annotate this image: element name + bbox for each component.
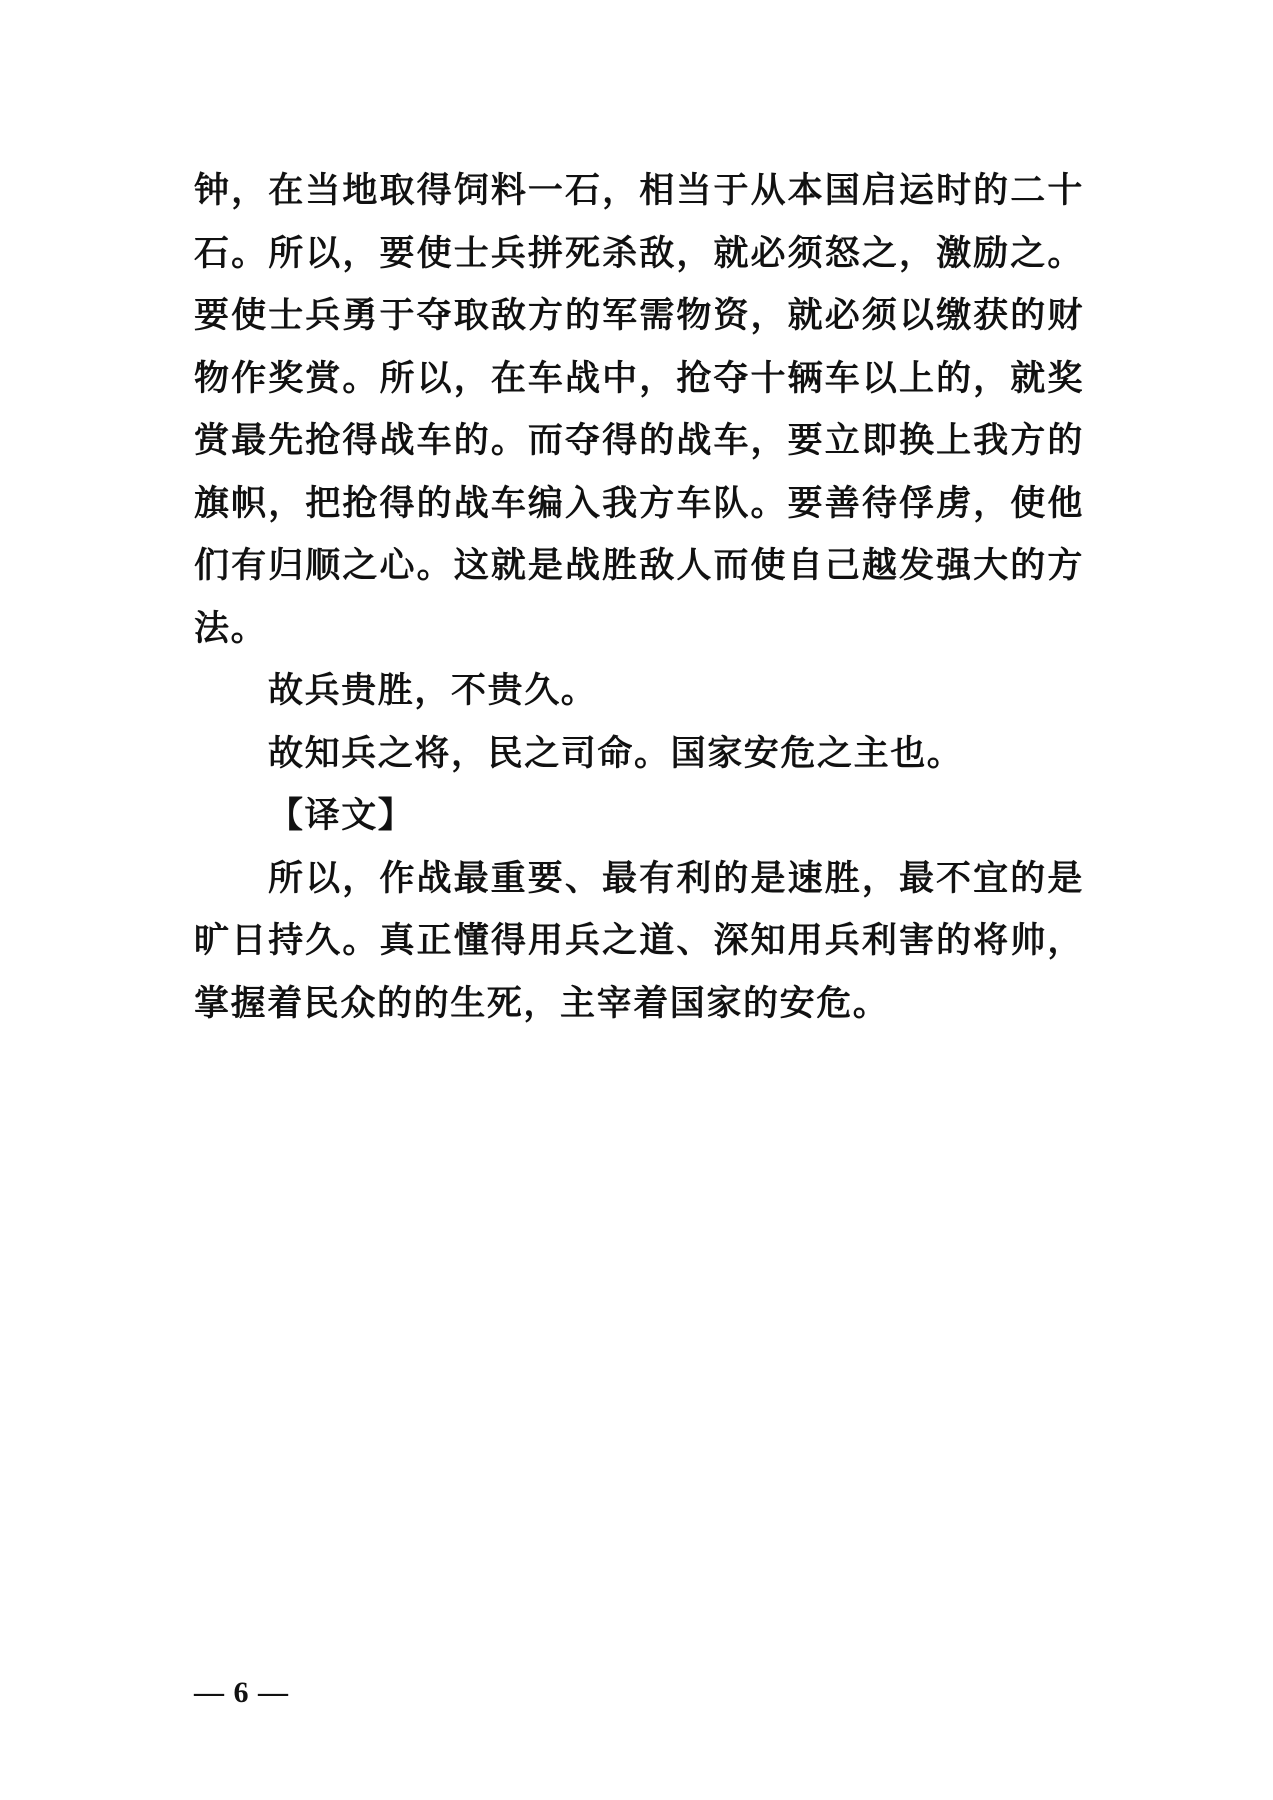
paragraph-translation-final: 所以，作战最重要、最有利的是速胜，最不宜的是旷日持久。真正懂得用兵之道、深知用兵利害的将帅，掌握着民众的的生死，主宰着国家的安危。 (194, 857, 1084, 1024)
paragraph-original-2: 故知兵之将，民之司命。国家安危之主也。 (268, 732, 964, 774)
page-number: — 6 — (194, 1676, 289, 1709)
section-heading-translation: 【译文】 (268, 795, 415, 836)
body-text (194, 160, 1084, 1035)
paragraph-translation-continued: 钟，在当地取得饲料一石，相当于从本国启运时的二十石。所以，要使士兵拼死杀敌，就必须怒之，激励之。要使士兵勇于夺取敌方的军需物资，就必须以缴获的财物作奖赏。所以，在车战中，抢夺十辆车以上的，就奖赏最先抢得战车的。而夺得的战车，要立即换上我方的旗帜，把抢得的战车编入我方车队。要善待俘虏，使他们有归顺之心。这就是战胜敌人而使自己越发强大的方法。 (194, 170, 1084, 649)
paragraph-original-1: 故兵贵胜，不贵久。 (268, 670, 598, 711)
